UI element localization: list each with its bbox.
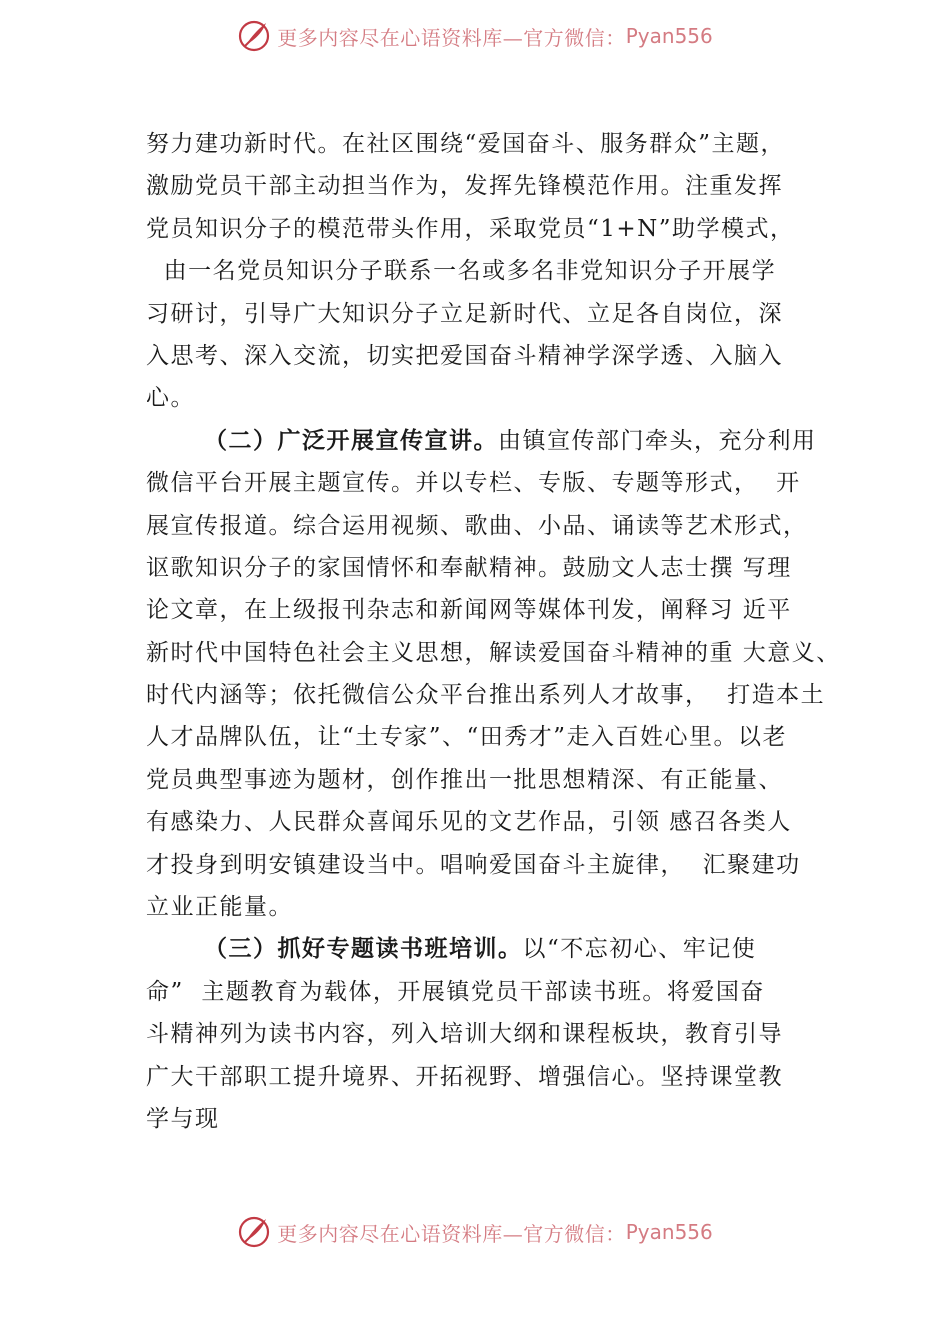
section2-line-7: 人才品牌队伍，让“土专家”、“田秀才”走入百姓心里。以老	[146, 724, 788, 751]
footer-wechat-id: Pyan556	[625, 1220, 713, 1244]
section2-line-2: 展宣传报道。综合运用视频、歌曲、小品、诵读等艺术形式，	[146, 512, 808, 539]
footer-banner	[0, 1210, 950, 1254]
header-banner-text: 更多内容尽在心语资料库—官方微信：	[277, 25, 626, 50]
section2-line-4: 论文章，在上级报刊杂志和新闻网等媒体刊发，阐释习 近平	[146, 597, 792, 624]
section3-heading: （三）抓好专题读书班培训。	[204, 935, 523, 963]
section2-line-9: 有感染力、人民群众喜闻乐见的文艺作品，引领 感召各类人	[146, 809, 792, 836]
para1-line-3: 党员知识分子的模范带头作用，采取党员“1+N”助学模式，	[146, 215, 795, 242]
section3-line-2: 斗精神列为读书内容，列入培训大纲和课程板块，教育引导	[146, 1021, 783, 1048]
section3-first-line	[146, 928, 846, 970]
para1-line-7: 心。	[146, 385, 195, 412]
section2-line-8: 党员典型事迹为题材，创作推出一批思想精深、有正能量、	[146, 766, 783, 793]
section2-line-6: 时代内涵等；依托微信公众平台推出系列人才故事， 打造本土	[146, 682, 826, 709]
para1-line-5: 习研讨，引导广大知识分子立足新时代、立足各自岗位，深	[146, 300, 783, 327]
para1-line-6: 入思考、深入交流，切实把爱国奋斗精神学深学透、入脑入	[146, 342, 783, 369]
header-banner	[0, 14, 950, 58]
quill-logo-icon	[237, 19, 271, 53]
section2-heading: （二）广泛开展宣传宣讲。	[204, 426, 498, 454]
section3-line-4: 学与现	[146, 1105, 220, 1132]
section2-first-text: 由镇宣传部门牵头，充分利用	[498, 427, 817, 454]
document-body	[146, 123, 846, 1140]
footer-banner-text: 更多内容尽在心语资料库—官方微信：	[277, 1221, 626, 1246]
section2-line-10: 才投身到明安镇建设当中。唱响爱国奋斗主旋律， 汇聚建功	[146, 851, 801, 878]
section2-line-5: 新时代中国特色社会主义思想，解读爱国奋斗精神的重 大意义、	[146, 639, 841, 666]
para1-line-4: 由一名党员知识分子联系一名或多名非党知识分子开展学	[146, 258, 777, 285]
section2-line-1: 微信平台开展主题宣传。并以专栏、专版、专题等形式， 开	[146, 470, 801, 497]
header-wechat-id: Pyan556	[625, 24, 713, 48]
section3-line-1: 命” 主题教育为载体，开展镇党员干部读书班。将爱国奋	[146, 978, 765, 1005]
section3-first-text: 以“不忘初心、牢记使	[522, 936, 757, 963]
section2-line-3: 讴歌知识分子的家国情怀和奉献精神。鼓励文人志士撰 写理	[146, 554, 792, 581]
section2-first-line	[146, 420, 846, 462]
para1-line-1: 努力建功新时代。在社区围绕“爱国奋斗、服务群众”主题，	[146, 131, 786, 157]
section2-line-11: 立业正能量。	[146, 894, 293, 921]
quill-logo-icon	[237, 1215, 271, 1249]
section3-line-3: 广大干部职工提升境界、开拓视野、增强信心。坚持课堂教	[146, 1063, 783, 1090]
para1-line-2: 激励党员干部主动担当作为，发挥先锋模范作用。注重发挥	[146, 173, 783, 200]
